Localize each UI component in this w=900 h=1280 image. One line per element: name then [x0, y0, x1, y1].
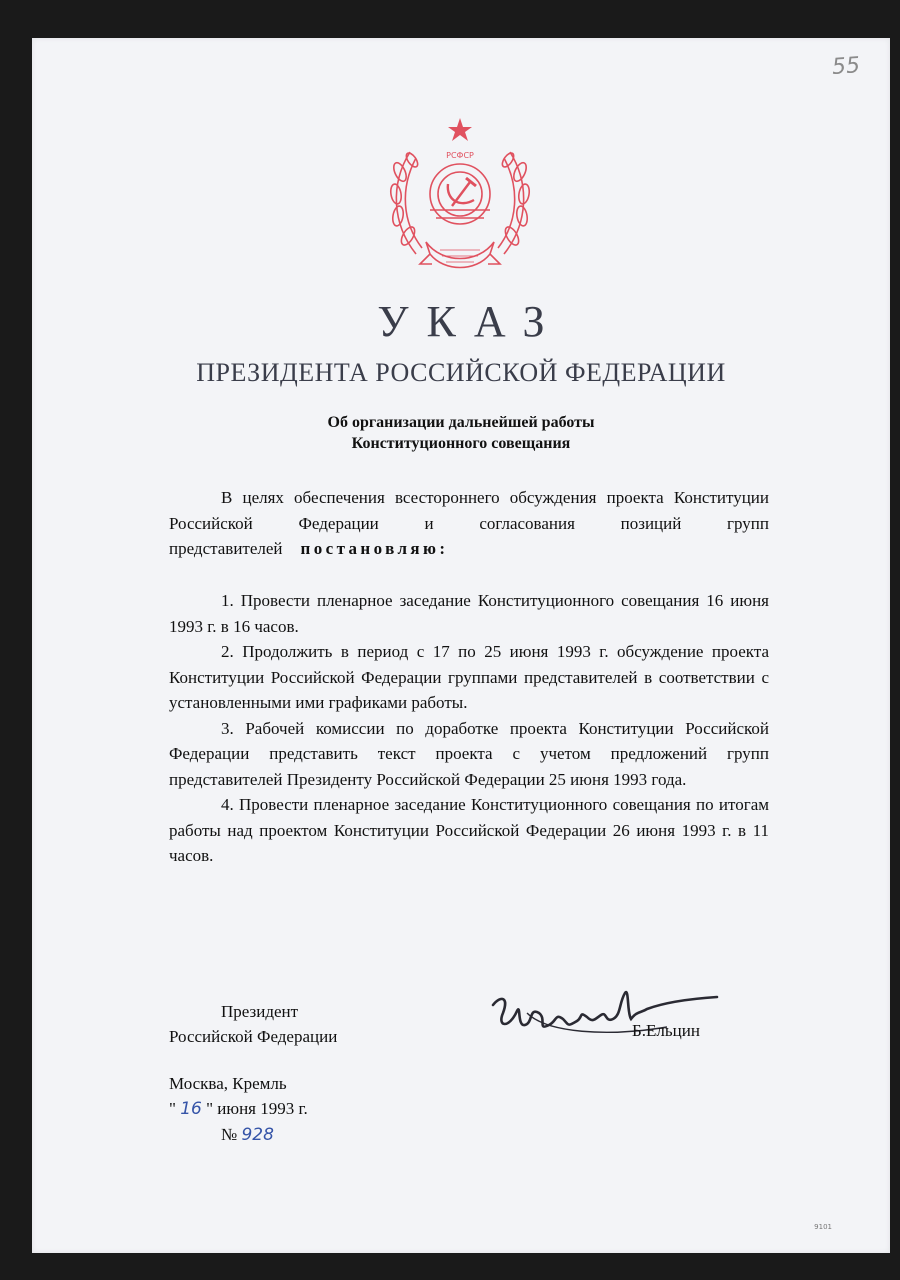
footer-code: 9101: [814, 1223, 832, 1231]
decree-item: 1. Провести пленарное заседание Конституционного совещания 16 июня 1993 г. в 16 часов.: [169, 591, 769, 636]
signatory-title-line-2: Российской Федерации: [169, 1027, 338, 1046]
document-subtitle: ПРЕЗИДЕНТА РОССИЙСКОЙ ФЕДЕРАЦИИ: [196, 358, 726, 387]
date-suffix: " июня 1993 г.: [206, 1099, 308, 1118]
intro-paragraph: [169, 485, 769, 562]
intro-text: В целях обеспечения всестороннего обсуждения проекта Конституции Российской Федерации и согласования позиций групп представителей: [169, 488, 769, 558]
place-and-date: [169, 1071, 308, 1148]
issue-date: [169, 1096, 308, 1122]
signatory-title: [169, 999, 337, 1049]
issue-place: Москва, Кремль: [169, 1074, 287, 1093]
coat-of-arms-emblem: [386, 114, 534, 280]
decree-item: 4. Провести пленарное заседание Конституционного совещания по итогам работы над проектом Конституции Российской Федерации 26 июня 1993 г. в 11 часов.: [169, 795, 769, 865]
signatory-title-line-1: Президент: [221, 1002, 299, 1021]
document-page: [32, 38, 890, 1253]
decree-item: 2. Продолжить в период с 17 по 25 июня 1993 г. обсуждение проекта Конституции Российской Федерации группами представителей в соответствии с установленными ими графиками работы.: [169, 642, 769, 712]
decree-heading-line-2: Конституционного совещания: [351, 435, 571, 452]
signer-name: Б.Ельцин: [632, 1021, 700, 1040]
decree-word: постановляю:: [300, 539, 449, 558]
decree-number: [169, 1122, 308, 1148]
decree-items-list: [169, 588, 769, 869]
decree-heading: [32, 412, 890, 454]
handwritten-number: 928: [241, 1125, 274, 1145]
date-open-quote: ": [169, 1099, 176, 1118]
decree-heading-line-1: Об организации дальнейшей работы: [327, 414, 595, 431]
handwritten-day: 16: [180, 1099, 202, 1119]
archive-number: 55: [831, 53, 861, 80]
decree-item: 3. Рабочей комиссии по доработке проекта Конституции Российской Федерации представить текст проекта с учетом предложений групп представителей Президенту Российской Федерации 25 июня 1993 года.: [169, 718, 769, 789]
emblem-text: РСФСР: [446, 151, 474, 160]
number-label: №: [221, 1125, 238, 1144]
document-title: УКАЗ: [377, 297, 563, 346]
